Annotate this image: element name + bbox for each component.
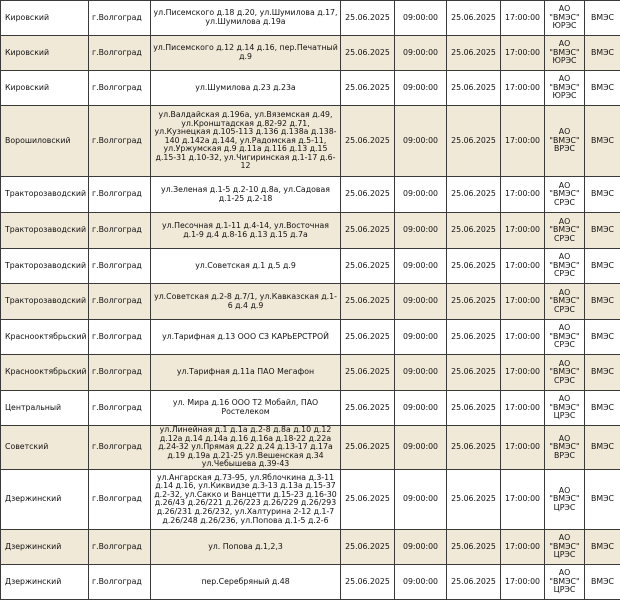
organization-cell <box>545 355 585 391</box>
city-cell: г.Волгоград <box>89 426 151 470</box>
end-date-cell: 25.06.2025 <box>447 213 501 249</box>
district-cell: Дзержинский <box>1 564 89 599</box>
city-cell: г.Волгоград <box>89 564 151 599</box>
start-time-cell: 09:00:00 <box>395 391 447 426</box>
district-cell: Тракторозаводский <box>1 249 89 284</box>
organization-line: ЦРЭС <box>547 586 582 594</box>
company-cell: ВМЭС <box>585 469 620 529</box>
organization-cell <box>545 564 585 599</box>
organization-cell <box>545 36 585 71</box>
organization-line: ЮРЭС <box>547 92 582 100</box>
table-row <box>1 284 620 320</box>
address-cell: ул.Песочная д.1-11 д.4-14, ул.Восточная д.1-9 д.4 д.8-16 д.13 д.15 д.7а <box>151 213 341 249</box>
city-cell: г.Волгоград <box>89 106 151 177</box>
table-row <box>1 529 620 564</box>
end-time-cell: 17:00:00 <box>501 284 545 320</box>
company-cell: ВМЭС <box>585 177 620 213</box>
end-time-cell: 17:00:00 <box>501 320 545 355</box>
organization-line: "ВМЭС" <box>547 14 582 22</box>
start-time-cell: 09:00:00 <box>395 213 447 249</box>
start-time-cell: 09:00:00 <box>395 426 447 470</box>
end-date-cell: 25.06.2025 <box>447 249 501 284</box>
start-date-cell: 25.06.2025 <box>341 71 395 106</box>
organization-line: СРЭС <box>547 270 582 278</box>
city-cell: г.Волгоград <box>89 320 151 355</box>
company-cell: ВМЭС <box>585 36 620 71</box>
organization-line: АО <box>547 253 582 261</box>
start-date-cell: 25.06.2025 <box>341 426 395 470</box>
start-date-cell: 25.06.2025 <box>341 249 395 284</box>
organization-line: СРЭС <box>547 306 582 314</box>
address-cell: ул.Писемского д.18 д.20, ул.Шумилова д.17, ул.Шумилова д.19а <box>151 1 341 36</box>
end-date-cell: 25.06.2025 <box>447 426 501 470</box>
organization-cell <box>545 71 585 106</box>
table-row <box>1 320 620 355</box>
company-cell: ВМЭС <box>585 284 620 320</box>
organization-cell <box>545 1 585 36</box>
address-cell: ул.Ангарская д.73-95, ул.Яблочкина д.3-11 д.14 д.16, ул.Киквидзе д.3-13 д.13а д.15-37 д.2-32, ул.Сакко и Ванцетти д.15-23 д.16-30 д.26/43 д.26/221 д.26/223 д.26/229 д.26/293 д.26/231 д.26/232, ул.Халтурина 2-12 д.1-7 д.26/248 д.26/236, ул.Попова д.1-5 д.2-6 <box>151 469 341 529</box>
start-date-cell: 25.06.2025 <box>341 1 395 36</box>
organization-cell <box>545 426 585 470</box>
organization-line: СРЭС <box>547 341 582 349</box>
company-cell: ВМЭС <box>585 1 620 36</box>
end-date-cell: 25.06.2025 <box>447 36 501 71</box>
end-time-cell: 17:00:00 <box>501 36 545 71</box>
start-date-cell: 25.06.2025 <box>341 36 395 71</box>
district-cell: Краснооктябрьский <box>1 320 89 355</box>
city-cell: г.Волгоград <box>89 36 151 71</box>
table-row <box>1 469 620 529</box>
start-time-cell: 09:00:00 <box>395 529 447 564</box>
city-cell: г.Волгоград <box>89 529 151 564</box>
table-row <box>1 564 620 599</box>
end-date-cell: 25.06.2025 <box>447 1 501 36</box>
end-date-cell: 25.06.2025 <box>447 106 501 177</box>
organization-line: АО <box>547 218 582 226</box>
end-date-cell: 25.06.2025 <box>447 391 501 426</box>
address-cell: ул.Линейная д.1 д.1а д.2-8 д.8а д.10 д.12 д.12а д.14 д.14а д.16 д.16а д.18-22 д.22а д.24-32 ул.Прямая д.22 д.24 д.13-17 д.17а д.19 д.19а д.21-25 ул.Вешенская д.34 ул.Чебышева д.39-43 <box>151 426 341 470</box>
address-cell: ул.Зеленая д.1-5 д.2-10 д.8а, ул.Садовая д.1-25 д.2-18 <box>151 177 341 213</box>
company-cell: ВМЭС <box>585 249 620 284</box>
end-date-cell: 25.06.2025 <box>447 469 501 529</box>
end-time-cell: 17:00:00 <box>501 213 545 249</box>
organization-line: АО <box>547 40 582 48</box>
end-time-cell: 17:00:00 <box>501 529 545 564</box>
address-cell: ул.Валдайская д.196а, ул.Вяземская д.49, ул.Кронштадская д.82-92 д.71, ул.Кузнецкая д.105-113 д.136 д.138а д.138-140 д.142а д.144, ул.Радомская д.5-11, ул.Уржумская д.9 д.11а д.116 д.13 д.15 д.15-31 д.10-32, ул.Чигиринская д.1-17 д.6-12 <box>151 106 341 177</box>
organization-line: "ВМЭС" <box>547 49 582 57</box>
start-time-cell: 09:00:00 <box>395 106 447 177</box>
organization-line: "ВМЭС" <box>547 226 582 234</box>
organization-line: ЮРЭС <box>547 22 582 30</box>
table-body <box>1 1 620 600</box>
start-time-cell: 09:00:00 <box>395 71 447 106</box>
organization-cell <box>545 177 585 213</box>
end-time-cell: 17:00:00 <box>501 355 545 391</box>
organization-line: ЦРЭС <box>547 551 582 559</box>
organization-line: АО <box>547 5 582 13</box>
organization-line: АО <box>547 569 582 577</box>
start-date-cell: 25.06.2025 <box>341 355 395 391</box>
table-row <box>1 1 620 36</box>
start-date-cell: 25.06.2025 <box>341 391 395 426</box>
city-cell: г.Волгоград <box>89 249 151 284</box>
start-time-cell: 09:00:00 <box>395 469 447 529</box>
end-time-cell: 17:00:00 <box>501 426 545 470</box>
address-cell: ул.Советская д.2-8 д.7/1, ул.Кавказская д.1-6 д.4 д.9 <box>151 284 341 320</box>
city-cell: г.Волгоград <box>89 71 151 106</box>
start-time-cell: 09:00:00 <box>395 284 447 320</box>
start-date-cell: 25.06.2025 <box>341 213 395 249</box>
end-time-cell: 17:00:00 <box>501 106 545 177</box>
table-row <box>1 213 620 249</box>
district-cell: Дзержинский <box>1 529 89 564</box>
address-cell: ул.Писемского д.12 д.14 д.16, пер.Печатный д.9 <box>151 36 341 71</box>
start-time-cell: 09:00:00 <box>395 320 447 355</box>
end-time-cell: 17:00:00 <box>501 1 545 36</box>
address-cell: ул.Тарифная д.13 ООО СЗ КАРЬЕРСТРОЙ <box>151 320 341 355</box>
end-date-cell: 25.06.2025 <box>447 529 501 564</box>
city-cell: г.Волгоград <box>89 355 151 391</box>
start-date-cell: 25.06.2025 <box>341 320 395 355</box>
organization-cell <box>545 284 585 320</box>
organization-line: АО <box>547 435 582 443</box>
start-date-cell: 25.06.2025 <box>341 529 395 564</box>
start-date-cell: 25.06.2025 <box>341 284 395 320</box>
district-cell: Тракторозаводский <box>1 213 89 249</box>
table-row <box>1 177 620 213</box>
company-cell: ВМЭС <box>585 391 620 426</box>
organization-line: "ВМЭС" <box>547 262 582 270</box>
district-cell: Кировский <box>1 71 89 106</box>
end-time-cell: 17:00:00 <box>501 71 545 106</box>
organization-line: "ВМЭС" <box>547 495 582 503</box>
start-time-cell: 09:00:00 <box>395 355 447 391</box>
start-date-cell: 25.06.2025 <box>341 177 395 213</box>
address-cell: ул. Попова д.1,2,3 <box>151 529 341 564</box>
start-date-cell: 25.06.2025 <box>341 106 395 177</box>
organization-cell <box>545 106 585 177</box>
organization-line: "ВМЭС" <box>547 578 582 586</box>
organization-line: СРЭС <box>547 377 582 385</box>
address-cell: ул.Советская д.1 д.5 д.9 <box>151 249 341 284</box>
start-time-cell: 09:00:00 <box>395 36 447 71</box>
company-cell: ВМЭС <box>585 564 620 599</box>
company-cell: ВМЭС <box>585 426 620 470</box>
organization-line: "ВМЭС" <box>547 297 582 305</box>
organization-line: АО <box>547 182 582 190</box>
start-time-cell: 09:00:00 <box>395 1 447 36</box>
organization-line: СРЭС <box>547 235 582 243</box>
organization-cell <box>545 391 585 426</box>
company-cell: ВМЭС <box>585 529 620 564</box>
address-cell: ул.Шумилова д.23 д.23а <box>151 71 341 106</box>
organization-line: АО <box>547 324 582 332</box>
address-cell: ул.Тарифная д.11а ПАО Мегафон <box>151 355 341 391</box>
district-cell: Кировский <box>1 1 89 36</box>
start-time-cell: 09:00:00 <box>395 564 447 599</box>
end-time-cell: 17:00:00 <box>501 469 545 529</box>
table-row <box>1 106 620 177</box>
end-date-cell: 25.06.2025 <box>447 320 501 355</box>
company-cell: ВМЭС <box>585 213 620 249</box>
organization-line: "ВМЭС" <box>547 543 582 551</box>
organization-cell <box>545 469 585 529</box>
organization-line: ЦРЭС <box>547 412 582 420</box>
city-cell: г.Волгоград <box>89 213 151 249</box>
district-cell: Ворошиловский <box>1 106 89 177</box>
city-cell: г.Волгоград <box>89 177 151 213</box>
district-cell: Советский <box>1 426 89 470</box>
organization-cell <box>545 529 585 564</box>
organization-line: "ВМЭС" <box>547 190 582 198</box>
start-date-cell: 25.06.2025 <box>341 469 395 529</box>
organization-line: ВРЭС <box>547 452 582 460</box>
end-date-cell: 25.06.2025 <box>447 71 501 106</box>
city-cell: г.Волгоград <box>89 469 151 529</box>
city-cell: г.Волгоград <box>89 284 151 320</box>
organization-line: АО <box>547 487 582 495</box>
company-cell: ВМЭС <box>585 71 620 106</box>
district-cell: Дзержинский <box>1 469 89 529</box>
organization-line: ЮРЭС <box>547 57 582 65</box>
table-row <box>1 36 620 71</box>
district-cell: Кировский <box>1 36 89 71</box>
organization-line: "ВМЭС" <box>547 368 582 376</box>
organization-line: АО <box>547 360 582 368</box>
organization-cell <box>545 213 585 249</box>
company-cell: ВМЭС <box>585 320 620 355</box>
district-cell: Тракторозаводский <box>1 284 89 320</box>
organization-line: АО <box>547 534 582 542</box>
end-time-cell: 17:00:00 <box>501 564 545 599</box>
end-time-cell: 17:00:00 <box>501 391 545 426</box>
organization-line: АО <box>547 395 582 403</box>
start-date-cell: 25.06.2025 <box>341 564 395 599</box>
district-cell: Центральный <box>1 391 89 426</box>
address-cell: пер.Серебряный д.48 <box>151 564 341 599</box>
end-date-cell: 25.06.2025 <box>447 284 501 320</box>
organization-line: АО <box>547 75 582 83</box>
organization-line: ВРЭС <box>547 145 582 153</box>
organization-line: АО <box>547 289 582 297</box>
organization-line: АО <box>547 128 582 136</box>
city-cell: г.Волгоград <box>89 391 151 426</box>
end-date-cell: 25.06.2025 <box>447 177 501 213</box>
end-date-cell: 25.06.2025 <box>447 564 501 599</box>
table-row <box>1 355 620 391</box>
table-row <box>1 249 620 284</box>
organization-line: "ВМЭС" <box>547 84 582 92</box>
table-row <box>1 71 620 106</box>
organization-line: "ВМЭС" <box>547 404 582 412</box>
organization-cell <box>545 249 585 284</box>
organization-line: "ВМЭС" <box>547 333 582 341</box>
organization-cell <box>545 320 585 355</box>
address-cell: ул. Мира д.16 ООО Т2 Мобайл, ПАО Ростелеком <box>151 391 341 426</box>
district-cell: Краснооктябрьский <box>1 355 89 391</box>
end-time-cell: 17:00:00 <box>501 249 545 284</box>
table-row <box>1 426 620 470</box>
organization-line: СРЭС <box>547 199 582 207</box>
end-date-cell: 25.06.2025 <box>447 355 501 391</box>
organization-line: "ВМЭС" <box>547 443 582 451</box>
district-cell: Тракторозаводский <box>1 177 89 213</box>
city-cell: г.Волгоград <box>89 1 151 36</box>
start-time-cell: 09:00:00 <box>395 177 447 213</box>
organization-line: ЦРЭС <box>547 504 582 512</box>
table-row <box>1 391 620 426</box>
end-time-cell: 17:00:00 <box>501 177 545 213</box>
company-cell: ВМЭС <box>585 355 620 391</box>
organization-line: "ВМЭС" <box>547 137 582 145</box>
start-time-cell: 09:00:00 <box>395 249 447 284</box>
company-cell: ВМЭС <box>585 106 620 177</box>
